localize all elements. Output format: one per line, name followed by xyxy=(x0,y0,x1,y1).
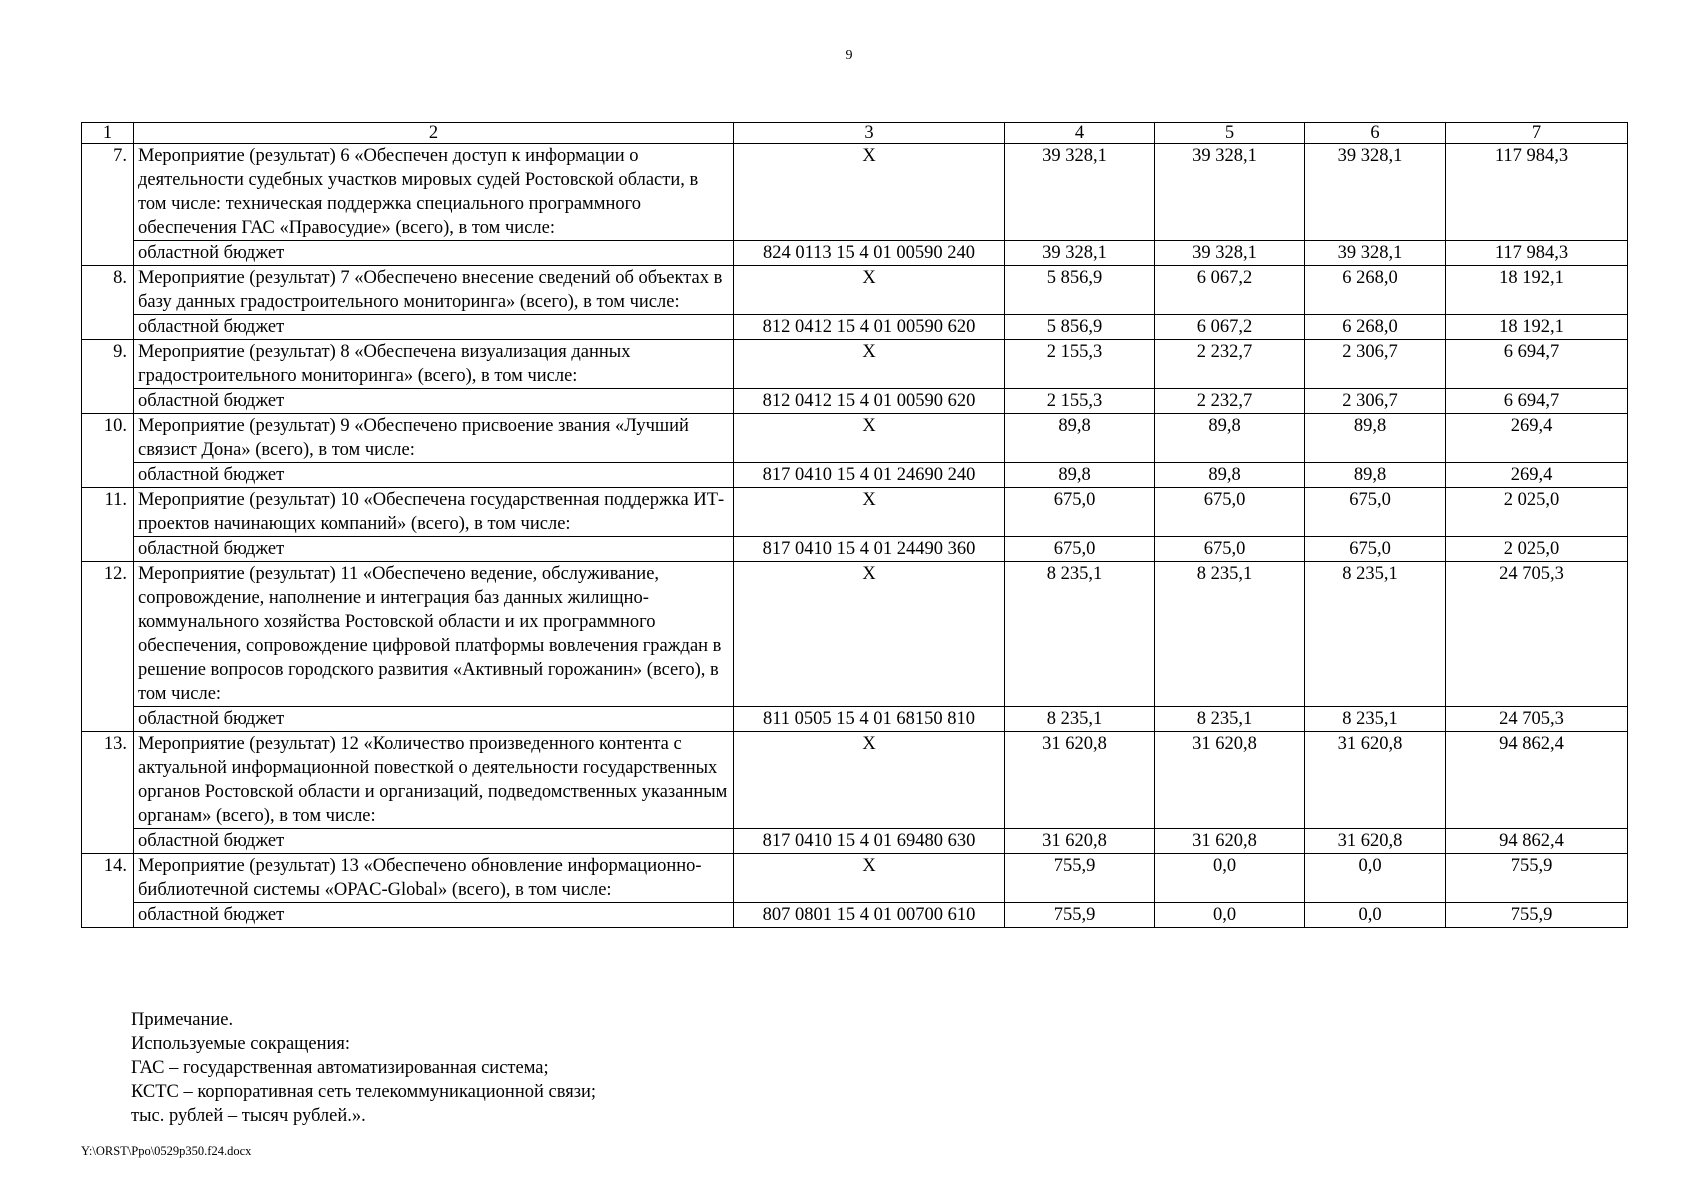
row-number: 11. xyxy=(82,488,134,562)
page-number: 9 xyxy=(845,48,853,63)
value-col-6: 6 268,0 xyxy=(1305,315,1446,340)
table-row xyxy=(82,488,1628,537)
budget-code: Х xyxy=(734,266,1005,315)
budget-code: Х xyxy=(734,414,1005,463)
budget-code: 817 0410 15 4 01 69480 630 xyxy=(734,829,1005,854)
value-col-5: 2 232,7 xyxy=(1155,340,1305,389)
value-col-7: 94 862,4 xyxy=(1446,829,1628,854)
value-col-5: 675,0 xyxy=(1155,488,1305,537)
value-col-7: 18 192,1 xyxy=(1446,266,1628,315)
activity-description: Мероприятие (результат) 11 «Обеспечено ведение, обслуживание, сопровождение, наполнение и интеграция баз данных жилищно-коммунального хозяйства Ростовской области и их программного обеспечения, сопровождение цифровой платформы вовлечения граждан в решение вопросов городского развития «Активный горожанин» (всего), в том числе: xyxy=(134,562,734,707)
activity-description: Мероприятие (результат) 10 «Обеспечена государственная поддержка ИТ-проектов начинающих компаний» (всего), в том числе: xyxy=(134,488,734,537)
value-col-4: 89,8 xyxy=(1005,463,1155,488)
row-number: 8. xyxy=(82,266,134,340)
activity-description: Мероприятие (результат) 6 «Обеспечен доступ к информации о деятельности судебных участков мировых судей Ростовской области, в том числе: техническая поддержка специального программного обеспечения ГАС «Правосудие» (всего), в том числе: xyxy=(134,144,734,241)
value-col-4: 89,8 xyxy=(1005,414,1155,463)
value-col-6: 89,8 xyxy=(1305,463,1446,488)
budget-code: 812 0412 15 4 01 00590 620 xyxy=(734,315,1005,340)
value-col-7: 2 025,0 xyxy=(1446,537,1628,562)
note-line: КСТС – корпоративная сеть телекоммуникационной связи; xyxy=(131,1082,597,1102)
budget-code: 811 0505 15 4 01 68150 810 xyxy=(734,707,1005,732)
value-col-7: 6 694,7 xyxy=(1446,340,1628,389)
header-cell: 2 xyxy=(134,123,734,144)
value-col-6: 39 328,1 xyxy=(1305,144,1446,241)
header-cell: 7 xyxy=(1446,123,1628,144)
value-col-7: 6 694,7 xyxy=(1446,389,1628,414)
budget-code: Х xyxy=(734,732,1005,829)
value-col-6: 2 306,7 xyxy=(1305,340,1446,389)
value-col-7: 2 025,0 xyxy=(1446,488,1628,537)
value-col-5: 6 067,2 xyxy=(1155,315,1305,340)
value-col-6: 8 235,1 xyxy=(1305,707,1446,732)
header-cell: 3 xyxy=(734,123,1005,144)
note-line: тыс. рублей – тысяч рублей.». xyxy=(131,1106,366,1126)
value-col-5: 0,0 xyxy=(1155,854,1305,903)
notes-block xyxy=(131,1008,596,1128)
activity-description: Мероприятие (результат) 12 «Количество произведенного контента с актуальной информационной повесткой о деятельности государственных органов Ростовской области и организаций, подведомственных указанным органам» (всего), в том числе: xyxy=(134,732,734,829)
budget-code: Х xyxy=(734,562,1005,707)
table-row xyxy=(82,562,1628,707)
table-subrow xyxy=(82,707,1628,732)
value-col-5: 6 067,2 xyxy=(1155,266,1305,315)
value-col-4: 5 856,9 xyxy=(1005,266,1155,315)
file-path: Y:\ORST\Ppo\0529p350.f24.docx xyxy=(81,1144,252,1158)
row-number: 13. xyxy=(82,732,134,854)
header-cell: 1 xyxy=(82,123,134,144)
activity-description: Мероприятие (результат) 8 «Обеспечена визуализация данных градостроительного мониторинга» (всего), в том числе: xyxy=(134,340,734,389)
budget-code: Х xyxy=(734,144,1005,241)
table-header-row xyxy=(82,123,1628,144)
funding-source: областной бюджет xyxy=(134,707,734,732)
funding-source: областной бюджет xyxy=(134,903,734,928)
value-col-6: 2 306,7 xyxy=(1305,389,1446,414)
value-col-6: 39 328,1 xyxy=(1305,241,1446,266)
value-col-5: 8 235,1 xyxy=(1155,562,1305,707)
funding-source: областной бюджет xyxy=(134,315,734,340)
table-row xyxy=(82,414,1628,463)
value-col-5: 675,0 xyxy=(1155,537,1305,562)
value-col-4: 39 328,1 xyxy=(1005,241,1155,266)
value-col-7: 755,9 xyxy=(1446,854,1628,903)
value-col-5: 2 232,7 xyxy=(1155,389,1305,414)
row-number: 14. xyxy=(82,854,134,928)
header-cell: 5 xyxy=(1155,123,1305,144)
budget-code: Х xyxy=(734,340,1005,389)
value-col-6: 0,0 xyxy=(1305,854,1446,903)
table-subrow xyxy=(82,537,1628,562)
budget-code: 817 0410 15 4 01 24690 240 xyxy=(734,463,1005,488)
value-col-7: 18 192,1 xyxy=(1446,315,1628,340)
budget-code: 824 0113 15 4 01 00590 240 xyxy=(734,241,1005,266)
budget-code: Х xyxy=(734,488,1005,537)
value-col-6: 89,8 xyxy=(1305,414,1446,463)
value-col-6: 31 620,8 xyxy=(1305,732,1446,829)
header-cell: 4 xyxy=(1005,123,1155,144)
activity-description: Мероприятие (результат) 7 «Обеспечено внесение сведений об объектах в базу данных градостроительного мониторинга» (всего), в том числе: xyxy=(134,266,734,315)
value-col-4: 2 155,3 xyxy=(1005,389,1155,414)
header-cell: 6 xyxy=(1305,123,1446,144)
value-col-4: 755,9 xyxy=(1005,903,1155,928)
note-line: Примечание. xyxy=(131,1010,234,1030)
funding-source: областной бюджет xyxy=(134,537,734,562)
value-col-5: 31 620,8 xyxy=(1155,732,1305,829)
table-subrow xyxy=(82,389,1628,414)
value-col-7: 269,4 xyxy=(1446,463,1628,488)
activity-description: Мероприятие (результат) 13 «Обеспечено обновление информационно-библиотечной системы «OPAC-Global» (всего), в том числе: xyxy=(134,854,734,903)
value-col-4: 8 235,1 xyxy=(1005,707,1155,732)
budget-code: Х xyxy=(734,854,1005,903)
value-col-4: 5 856,9 xyxy=(1005,315,1155,340)
funding-source: областной бюджет xyxy=(134,463,734,488)
note-line: ГАС – государственная автоматизированная система; xyxy=(131,1058,549,1078)
value-col-6: 0,0 xyxy=(1305,903,1446,928)
table-subrow xyxy=(82,315,1628,340)
funding-source: областной бюджет xyxy=(134,829,734,854)
value-col-5: 39 328,1 xyxy=(1155,241,1305,266)
activity-description: Мероприятие (результат) 9 «Обеспечено присвоение звания «Лучший связист Дона» (всего), в том числе: xyxy=(134,414,734,463)
value-col-6: 6 268,0 xyxy=(1305,266,1446,315)
value-col-5: 89,8 xyxy=(1155,463,1305,488)
row-number: 9. xyxy=(82,340,134,414)
value-col-7: 94 862,4 xyxy=(1446,732,1628,829)
value-col-7: 755,9 xyxy=(1446,903,1628,928)
table-row xyxy=(82,732,1628,829)
value-col-7: 117 984,3 xyxy=(1446,144,1628,241)
value-col-4: 675,0 xyxy=(1005,537,1155,562)
value-col-4: 31 620,8 xyxy=(1005,732,1155,829)
value-col-5: 0,0 xyxy=(1155,903,1305,928)
value-col-5: 31 620,8 xyxy=(1155,829,1305,854)
budget-table xyxy=(81,122,1628,928)
table-row xyxy=(82,854,1628,903)
value-col-4: 755,9 xyxy=(1005,854,1155,903)
table-row xyxy=(82,144,1628,241)
value-col-5: 89,8 xyxy=(1155,414,1305,463)
value-col-5: 39 328,1 xyxy=(1155,144,1305,241)
value-col-7: 269,4 xyxy=(1446,414,1628,463)
table-subrow xyxy=(82,903,1628,928)
value-col-4: 2 155,3 xyxy=(1005,340,1155,389)
note-line: Используемые сокращения: xyxy=(131,1034,351,1054)
budget-code: 807 0801 15 4 01 00700 610 xyxy=(734,903,1005,928)
table-subrow xyxy=(82,463,1628,488)
value-col-4: 39 328,1 xyxy=(1005,144,1155,241)
table-row xyxy=(82,340,1628,389)
value-col-6: 675,0 xyxy=(1305,537,1446,562)
table-subrow xyxy=(82,829,1628,854)
value-col-6: 8 235,1 xyxy=(1305,562,1446,707)
row-number: 7. xyxy=(82,144,134,266)
funding-source: областной бюджет xyxy=(134,389,734,414)
funding-source: областной бюджет xyxy=(134,241,734,266)
value-col-4: 8 235,1 xyxy=(1005,562,1155,707)
row-number: 12. xyxy=(82,562,134,732)
value-col-5: 8 235,1 xyxy=(1155,707,1305,732)
budget-code: 812 0412 15 4 01 00590 620 xyxy=(734,389,1005,414)
value-col-4: 31 620,8 xyxy=(1005,829,1155,854)
value-col-7: 24 705,3 xyxy=(1446,562,1628,707)
row-number: 10. xyxy=(82,414,134,488)
table-subrow xyxy=(82,241,1628,266)
value-col-7: 24 705,3 xyxy=(1446,707,1628,732)
value-col-7: 117 984,3 xyxy=(1446,241,1628,266)
value-col-6: 31 620,8 xyxy=(1305,829,1446,854)
value-col-4: 675,0 xyxy=(1005,488,1155,537)
value-col-6: 675,0 xyxy=(1305,488,1446,537)
budget-code: 817 0410 15 4 01 24490 360 xyxy=(734,537,1005,562)
table-row xyxy=(82,266,1628,315)
